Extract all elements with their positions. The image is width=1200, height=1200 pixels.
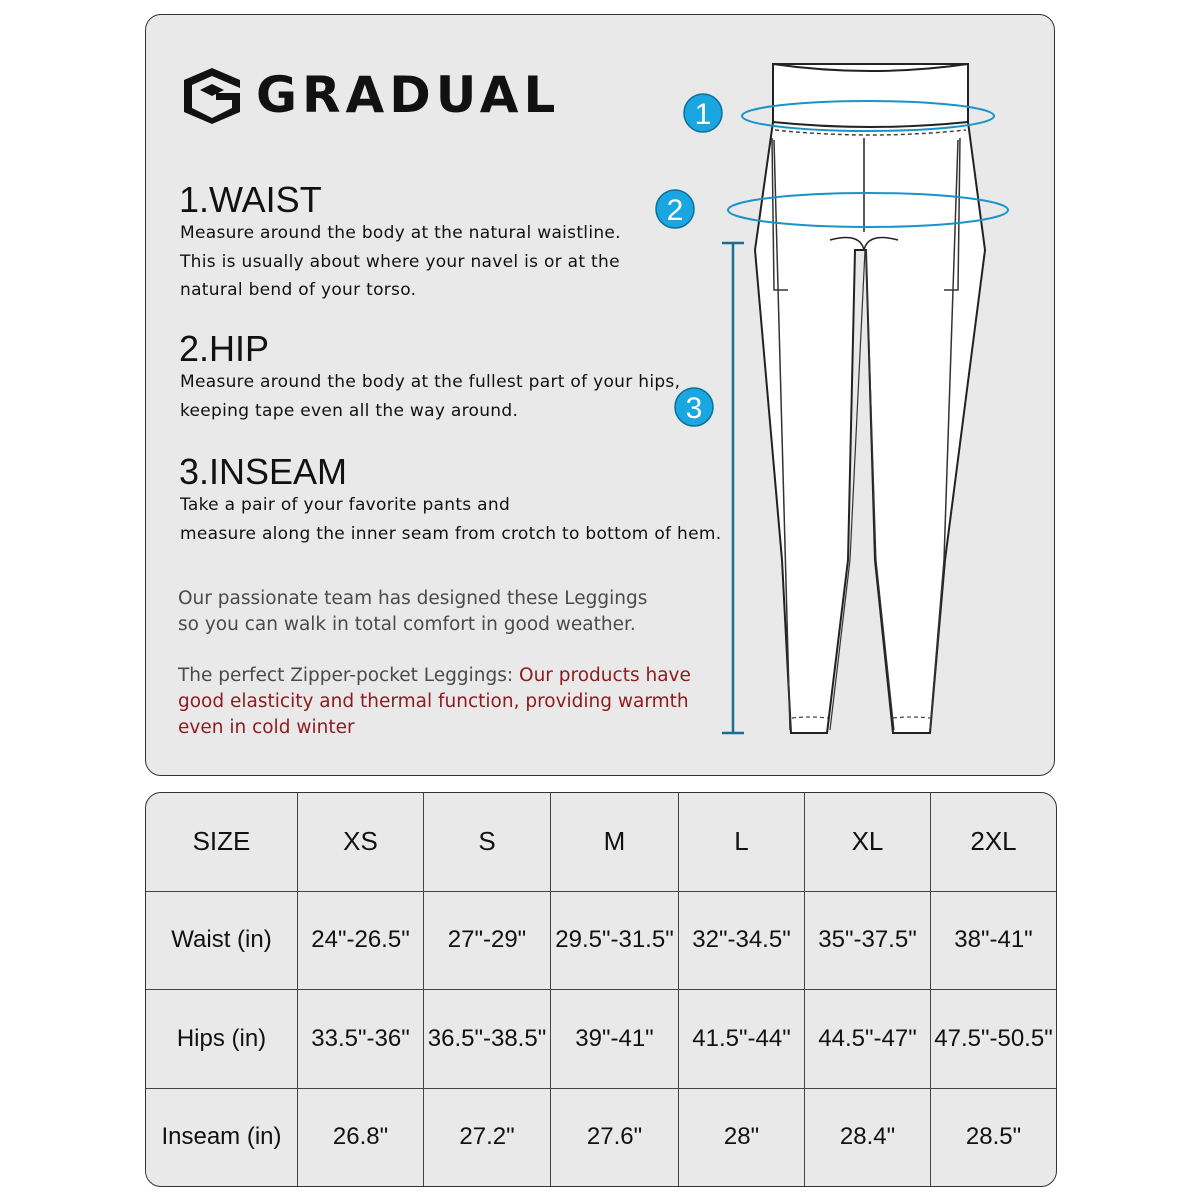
row-label: Inseam (in)	[146, 1089, 298, 1187]
table-cell: 27.6"	[551, 1089, 679, 1187]
table-cell: 24"-26.5"	[298, 892, 424, 991]
waist-row	[146, 892, 1056, 991]
table-cell: 38"-41"	[931, 892, 1056, 991]
svg-text:2: 2	[666, 194, 684, 227]
table-cell: 47.5"-50.5"	[931, 990, 1056, 1089]
table-cell: 33.5"-36"	[298, 990, 424, 1089]
waist-heading: 1.WAIST	[179, 179, 322, 220]
row-label: Hips (in)	[146, 990, 298, 1089]
svg-text:3: 3	[685, 392, 703, 425]
inseam-heading: 3.INSEAM	[179, 451, 348, 492]
size-header-cell: S	[424, 793, 551, 892]
svg-text:1: 1	[694, 98, 712, 131]
table-cell: 36.5"-38.5"	[424, 990, 551, 1089]
brand	[180, 66, 560, 124]
table-cell: 41.5"-44"	[679, 990, 805, 1089]
promo-intro: Our passionate team has designed these Leggings so you can walk in total comfort in good weather.	[178, 588, 648, 635]
size-header-cell: M	[551, 793, 679, 892]
size-chart-table	[145, 792, 1057, 1187]
brand-logo-icon	[180, 66, 244, 124]
waist-description: Measure around the body at the natural waistline. This is usually about where your navel is or at the natural bend of your torso.	[180, 223, 621, 300]
hips-row	[146, 990, 1056, 1089]
inseam-row	[146, 1089, 1056, 1187]
table-cell: 28"	[679, 1089, 805, 1187]
size-header-cell: XS	[298, 793, 424, 892]
hip-description: Measure around the body at the fullest part of your hips, keeping tape even all the way around.	[180, 372, 681, 421]
table-cell: 26.8"	[298, 1089, 424, 1187]
row-label: Waist (in)	[146, 892, 298, 991]
marker-1-icon	[684, 94, 722, 132]
leggings-diagram	[640, 50, 1040, 750]
marker-2-icon	[656, 190, 694, 228]
table-cell: 28.4"	[805, 1089, 931, 1187]
size-header-row	[146, 793, 1056, 892]
table-cell: 44.5"-47"	[805, 990, 931, 1089]
size-header-cell: L	[679, 793, 805, 892]
size-header-cell: 2XL	[931, 793, 1056, 892]
table-cell: 32"-34.5"	[679, 892, 805, 991]
inseam-description: Take a pair of your favorite pants and measure along the inner seam from crotch to bottom of hem.	[180, 495, 722, 544]
promo-highlight: The perfect Zipper-pocket Leggings: Our products have good elasticity and thermal function, providing warmth even in cold winter	[178, 665, 691, 738]
table-cell: 39"-41"	[551, 990, 679, 1089]
inseam-measure-line	[722, 243, 744, 733]
table-cell: 29.5"-31.5"	[551, 892, 679, 991]
marker-3-icon	[675, 388, 713, 426]
table-cell: 27"-29"	[424, 892, 551, 991]
size-header-cell: SIZE	[146, 793, 298, 892]
table-cell: 35"-37.5"	[805, 892, 931, 991]
table-cell: 27.2"	[424, 1089, 551, 1187]
brand-name: GRADUAL	[256, 66, 561, 124]
table-cell: 28.5"	[965, 1123, 1022, 1151]
hip-heading: 2.HIP	[179, 328, 270, 369]
size-header-cell: XL	[805, 793, 931, 892]
